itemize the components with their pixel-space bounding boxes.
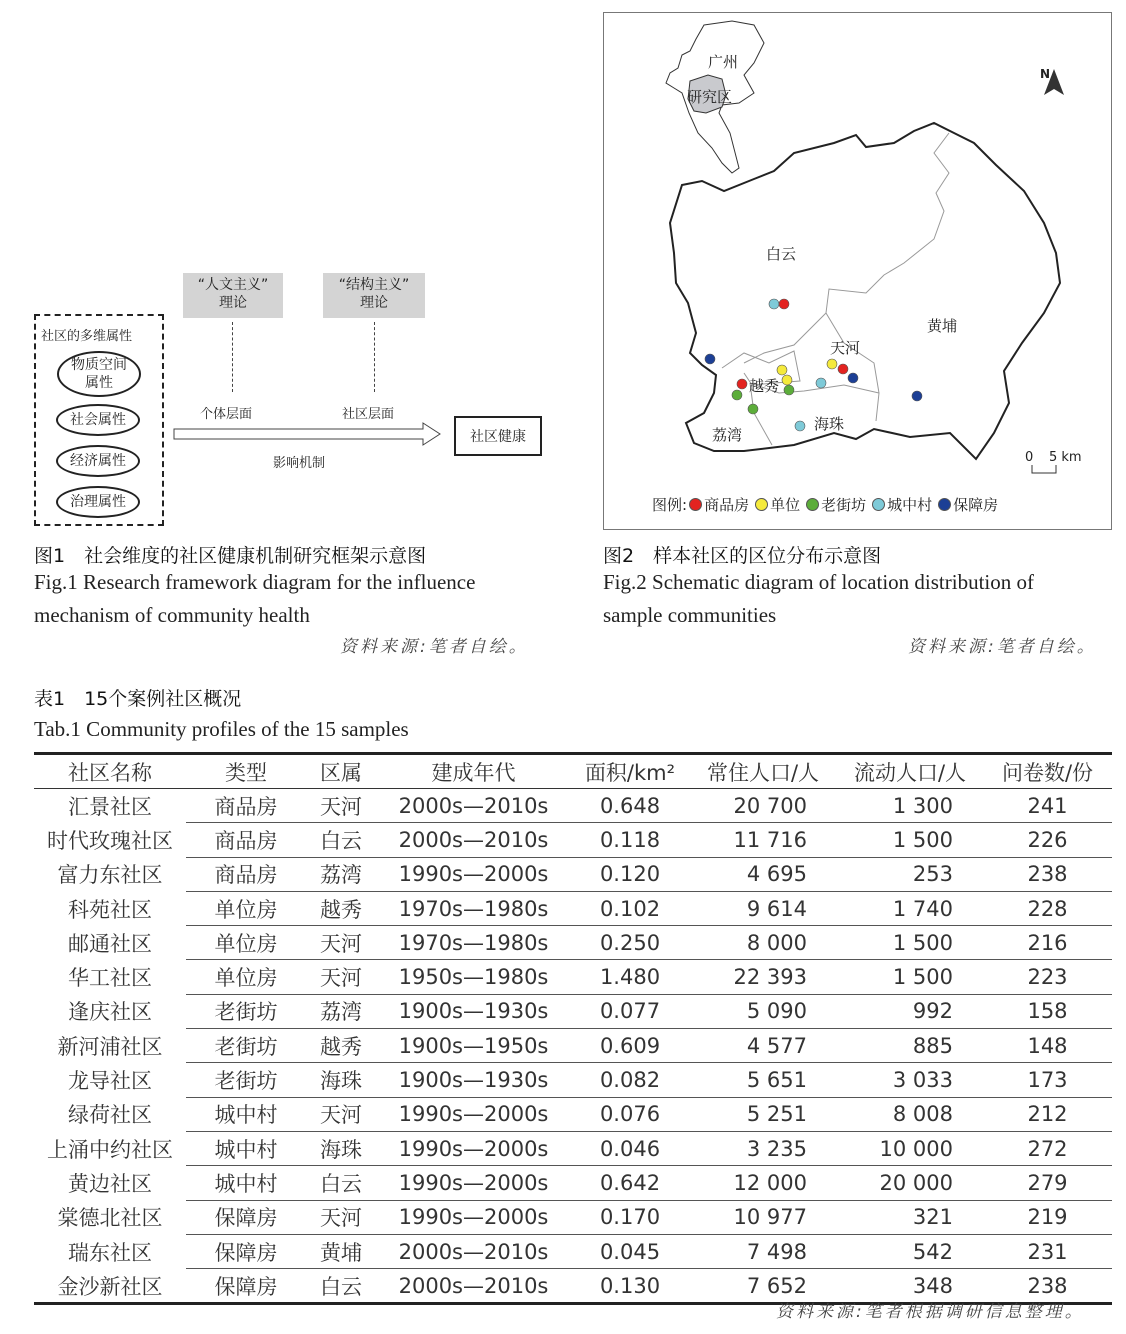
table-header-row <box>34 754 1112 789</box>
cell-resident-population: 3 235 <box>689 1131 837 1165</box>
table-1-title-cn: 表1 15个案例社区概况 <box>34 688 242 710</box>
cell-questionnaires: 212 <box>983 1097 1112 1131</box>
cell-type: 商品房 <box>186 789 306 823</box>
map-dot-laojiefang <box>748 404 758 414</box>
community-health-box <box>454 416 542 456</box>
cell-resident-population: 10 977 <box>689 1200 837 1234</box>
map-drawing <box>604 13 1113 531</box>
header-construction-era: 建成年代 <box>376 754 571 789</box>
table-row <box>34 1166 1112 1200</box>
cell-area: 0.120 <box>571 857 689 891</box>
individual-level-label: 个体层面 <box>200 407 253 422</box>
map-dot-baozhangfang <box>912 391 922 401</box>
map-dot-danwei <box>827 359 837 369</box>
cell-resident-population: 20 700 <box>689 789 837 823</box>
cell-construction-era: 1990s—2000s <box>376 1166 571 1200</box>
figure-1-source: 资料来源:笔者自绘。 <box>340 637 529 657</box>
table-row <box>34 1029 1112 1063</box>
attribute-physical-line2: 属性 <box>85 375 113 391</box>
attribute-governance <box>56 486 140 518</box>
cell-floating-population: 20 000 <box>837 1166 983 1200</box>
cell-community-name: 瑞东社区 <box>68 1240 152 1265</box>
district-label-huangpu: 黄埔 <box>927 317 958 335</box>
cell-type: 单位房 <box>186 891 306 925</box>
header-resident-population: 常住人口/人 <box>689 754 837 789</box>
cell-community-name: 金沙新社区 <box>57 1274 163 1299</box>
cell-construction-era: 1970s—1980s <box>376 926 571 960</box>
cell-area: 0.130 <box>599 1273 661 1298</box>
cell-floating-population: 1 500 <box>837 926 983 960</box>
map-dot-danwei <box>777 365 787 375</box>
header-floating-population: 流动人口/人 <box>837 754 983 789</box>
cell-construction-era: 2000s—2010s <box>376 1234 571 1268</box>
figure-2-location-map <box>603 12 1112 530</box>
humanism-theory-line1: “人文主义” <box>197 277 269 293</box>
scale-km-label: 5 km <box>1049 450 1082 465</box>
cell-area: 0.077 <box>571 994 689 1028</box>
figure-2-caption-en-1: Fig.2 Schematic diagram of location distribution of <box>603 570 1035 594</box>
humanism-theory-box <box>183 273 283 318</box>
cell-area: 0.046 <box>571 1131 689 1165</box>
district-label-baiyun: 白云 <box>766 245 797 263</box>
header-community-name: 社区名称 <box>34 754 186 789</box>
cell-questionnaires: 216 <box>983 926 1112 960</box>
cell-floating-population: 348 <box>912 1273 953 1298</box>
study-area-outline <box>670 123 1060 459</box>
table-1-source: 资料来源:笔者根据调研信息整理。 <box>776 1302 1085 1322</box>
figure-1-caption-en-2: mechanism of community health <box>34 603 310 627</box>
cell-type: 单位房 <box>186 926 306 960</box>
cell-questionnaires: 231 <box>983 1234 1112 1268</box>
header-area: 面积/km² <box>571 754 689 789</box>
map-dot-baozhangfang <box>848 373 858 383</box>
map-dot-shangpinfang <box>779 299 789 309</box>
cell-area: 0.076 <box>571 1097 689 1131</box>
cell-floating-population: 321 <box>837 1200 983 1234</box>
community-level-label: 社区层面 <box>342 407 395 422</box>
cell-construction-era: 2000s—2010s <box>376 789 571 823</box>
cell-district: 荔湾 <box>306 857 376 891</box>
cell-community-name: 新河浦社区 <box>57 1034 163 1059</box>
cell-district: 越秀 <box>306 891 376 925</box>
cell-district: 天河 <box>306 926 376 960</box>
cell-floating-population: 992 <box>837 994 983 1028</box>
map-dot-laojiefang <box>732 390 742 400</box>
cell-construction-era: 1990s—2000s <box>376 1097 571 1131</box>
attributes-title: 社区的多维属性 <box>41 329 133 344</box>
attribute-physical-line1: 物质空间 <box>71 357 127 373</box>
district-label-liwan: 荔湾 <box>712 426 743 444</box>
cell-floating-population: 1 500 <box>837 960 983 994</box>
attribute-governance-label: 治理属性 <box>70 494 126 510</box>
cell-resident-population: 8 000 <box>689 926 837 960</box>
cell-resident-population: 7 498 <box>689 1234 837 1268</box>
cell-community-name: 龙导社区 <box>68 1069 152 1094</box>
cell-community-name: 华工社区 <box>68 966 152 991</box>
cell-area: 1.480 <box>571 960 689 994</box>
table-row <box>34 960 1112 994</box>
cell-area: 0.102 <box>571 891 689 925</box>
cell-district: 天河 <box>306 1200 376 1234</box>
cell-resident-population: 4 695 <box>689 857 837 891</box>
cell-community-name: 时代玫瑰社区 <box>47 828 173 853</box>
cell-questionnaires: 158 <box>983 994 1112 1028</box>
figure-2-caption-cn: 图2 样本社区的区位分布示意图 <box>603 545 882 567</box>
cell-district: 海珠 <box>306 1131 376 1165</box>
cell-questionnaires: 148 <box>983 1029 1112 1063</box>
cell-district: 天河 <box>306 960 376 994</box>
legend-label-work-unit: 单位 <box>770 496 801 514</box>
cell-district: 天河 <box>306 1097 376 1131</box>
cell-resident-population: 5 251 <box>689 1097 837 1131</box>
cell-floating-population: 1 740 <box>837 891 983 925</box>
legend-dot-yellow-icon <box>755 498 768 511</box>
cell-questionnaires: 272 <box>983 1131 1112 1165</box>
cell-questionnaires: 219 <box>983 1200 1112 1234</box>
legend-label-affordable-housing: 保障房 <box>953 496 999 514</box>
cell-questionnaires: 226 <box>983 823 1112 857</box>
district-label-yuexiu: 越秀 <box>749 377 780 395</box>
table-row <box>34 857 1112 891</box>
table-row <box>34 1234 1112 1268</box>
cell-type: 保障房 <box>186 1200 306 1234</box>
attribute-social-label: 社会属性 <box>70 412 126 428</box>
attribute-economic <box>56 445 140 477</box>
community-health-label: 社区健康 <box>470 429 526 445</box>
cell-floating-population: 3 033 <box>837 1063 983 1097</box>
legend-title: 图例: <box>652 496 688 514</box>
cell-type: 城中村 <box>186 1131 306 1165</box>
cell-construction-era: 2000s—2010s <box>376 823 571 857</box>
cell-area: 0.082 <box>571 1063 689 1097</box>
cell-resident-population: 5 651 <box>689 1063 837 1097</box>
cell-type: 老街坊 <box>186 1029 306 1063</box>
cell-district: 天河 <box>306 789 376 823</box>
map-dot-chengzhongcun <box>769 299 779 309</box>
header-questionnaires: 问卷数/份 <box>983 754 1112 789</box>
cell-type: 保障房 <box>214 1274 278 1299</box>
cell-area: 0.642 <box>571 1166 689 1200</box>
cell-resident-population: 12 000 <box>689 1166 837 1200</box>
cell-district: 海珠 <box>306 1063 376 1097</box>
map-dot-chengzhongcun <box>816 378 826 388</box>
cell-district: 黄埔 <box>306 1234 376 1268</box>
cell-district: 白云 <box>306 1166 376 1200</box>
figure-2-caption-en-2: sample communities <box>603 603 777 627</box>
cell-construction-era: 1990s—2000s <box>376 857 571 891</box>
cell-construction-era: 2000s—2010s <box>398 1273 549 1298</box>
legend-label-urban-village: 城中村 <box>887 496 933 514</box>
cell-questionnaires: 279 <box>983 1166 1112 1200</box>
cell-type: 保障房 <box>186 1234 306 1268</box>
cell-construction-era: 1970s—1980s <box>376 891 571 925</box>
table-row <box>34 994 1112 1028</box>
cell-area: 0.648 <box>571 789 689 823</box>
cell-type: 老街坊 <box>186 994 306 1028</box>
legend-label-old-neighborhood: 老街坊 <box>821 496 867 514</box>
influence-arrow <box>173 422 443 446</box>
attribute-economic-label: 经济属性 <box>70 453 126 469</box>
figure-1-framework-diagram <box>30 270 560 530</box>
structuralism-theory-line2: 理论 <box>360 295 388 311</box>
map-legend <box>652 494 998 515</box>
legend-dot-blue-icon <box>938 498 951 511</box>
legend-dot-green-icon <box>806 498 819 511</box>
cell-floating-population: 10 000 <box>837 1131 983 1165</box>
header-district: 区属 <box>306 754 376 789</box>
table-row <box>34 789 1112 823</box>
district-label-tianhe: 天河 <box>830 339 861 357</box>
cell-resident-population: 9 614 <box>689 891 837 925</box>
figure-1-caption-en-1: Fig.1 Research framework diagram for the influence <box>34 570 476 594</box>
cell-resident-population: 5 090 <box>689 994 837 1028</box>
table-row <box>34 1200 1112 1234</box>
map-dot-chengzhongcun <box>795 421 805 431</box>
map-dot-shangpinfang <box>838 364 848 374</box>
scale-zero-label: 0 <box>1025 450 1034 465</box>
cell-community-name: 汇景社区 <box>68 794 152 819</box>
cell-questionnaires: 241 <box>983 789 1112 823</box>
cell-construction-era: 1990s—2000s <box>376 1200 571 1234</box>
table-row <box>34 1131 1112 1165</box>
cell-resident-population: 22 393 <box>689 960 837 994</box>
cell-construction-era: 1990s—2000s <box>376 1131 571 1165</box>
map-dot-shangpinfang <box>737 379 747 389</box>
cell-floating-population: 8 008 <box>837 1097 983 1131</box>
structuralism-dashed-connector <box>374 322 375 392</box>
figure-2-source: 资料来源:笔者自绘。 <box>908 637 1097 657</box>
district-label-haizhu: 海珠 <box>814 415 845 433</box>
cell-type: 商品房 <box>186 857 306 891</box>
cell-type: 老街坊 <box>186 1063 306 1097</box>
cell-area: 0.250 <box>571 926 689 960</box>
humanism-theory-line2: 理论 <box>219 295 247 311</box>
cell-construction-era: 1900s—1930s <box>376 994 571 1028</box>
cell-community-name: 上涌中约社区 <box>47 1137 173 1162</box>
north-label: N <box>1040 67 1051 81</box>
cell-community-name: 黄边社区 <box>68 1171 152 1196</box>
table-row <box>34 1063 1112 1097</box>
structuralism-theory-box <box>323 273 425 318</box>
community-profiles-table <box>34 752 1112 1305</box>
cell-floating-population: 253 <box>837 857 983 891</box>
structuralism-theory-line1: “结构主义” <box>338 277 410 293</box>
cell-community-name: 富力东社区 <box>57 863 163 888</box>
cell-district: 越秀 <box>306 1029 376 1063</box>
figure-1-caption-cn: 图1 社会维度的社区健康机制研究框架示意图 <box>34 545 427 567</box>
influence-mechanism-label: 影响机制 <box>273 456 326 471</box>
table-row <box>34 926 1112 960</box>
cell-area: 0.045 <box>571 1234 689 1268</box>
cell-questionnaires: 238 <box>1027 1273 1068 1298</box>
cell-community-name: 科苑社区 <box>68 897 152 922</box>
cell-resident-population: 7 652 <box>746 1273 807 1298</box>
cell-community-name: 棠德北社区 <box>57 1206 163 1231</box>
table-1-title-en: Tab.1 Community profiles of the 15 samples <box>34 717 409 741</box>
cell-district: 白云 <box>306 823 376 857</box>
cell-questionnaires: 228 <box>983 891 1112 925</box>
cell-resident-population: 4 577 <box>689 1029 837 1063</box>
cell-floating-population: 1 500 <box>837 823 983 857</box>
cell-community-name: 绿荷社区 <box>68 1103 152 1128</box>
cell-floating-population: 885 <box>837 1029 983 1063</box>
attribute-physical-space <box>57 351 141 397</box>
cell-construction-era: 1950s—1980s <box>376 960 571 994</box>
header-type: 类型 <box>186 754 306 789</box>
cell-type: 城中村 <box>186 1166 306 1200</box>
cell-area: 0.609 <box>571 1029 689 1063</box>
table-row <box>34 1097 1112 1131</box>
cell-floating-population: 1 300 <box>837 789 983 823</box>
cell-district: 荔湾 <box>306 994 376 1028</box>
cell-construction-era: 1900s—1950s <box>376 1029 571 1063</box>
cell-questionnaires: 173 <box>983 1063 1112 1097</box>
cell-area: 0.118 <box>571 823 689 857</box>
map-dot-baozhangfang <box>705 354 715 364</box>
map-dot-danwei <box>782 375 792 385</box>
cell-type: 城中村 <box>186 1097 306 1131</box>
cell-resident-population: 11 716 <box>689 823 837 857</box>
inset-label-guangzhou: 广州 <box>708 53 739 71</box>
inset-label-study-area: 研究区 <box>687 88 733 106</box>
cell-area: 0.170 <box>571 1200 689 1234</box>
attribute-social <box>56 404 140 436</box>
cell-district: 白云 <box>320 1274 362 1299</box>
legend-dot-cyan-icon <box>872 498 885 511</box>
humanism-dashed-connector <box>232 322 233 392</box>
table-row <box>34 891 1112 925</box>
legend-dot-red-icon <box>689 498 702 511</box>
cell-questionnaires: 223 <box>983 960 1112 994</box>
map-dot-laojiefang <box>784 385 794 395</box>
cell-community-name: 逢庆社区 <box>68 1000 152 1025</box>
cell-floating-population: 542 <box>837 1234 983 1268</box>
cell-type: 商品房 <box>186 823 306 857</box>
cell-community-name: 邮通社区 <box>68 931 152 956</box>
table-row <box>34 823 1112 857</box>
cell-type: 单位房 <box>186 960 306 994</box>
legend-label-commercial: 商品房 <box>704 496 750 514</box>
cell-construction-era: 1900s—1930s <box>376 1063 571 1097</box>
cell-questionnaires: 238 <box>983 857 1112 891</box>
scale-bar <box>1032 465 1056 473</box>
